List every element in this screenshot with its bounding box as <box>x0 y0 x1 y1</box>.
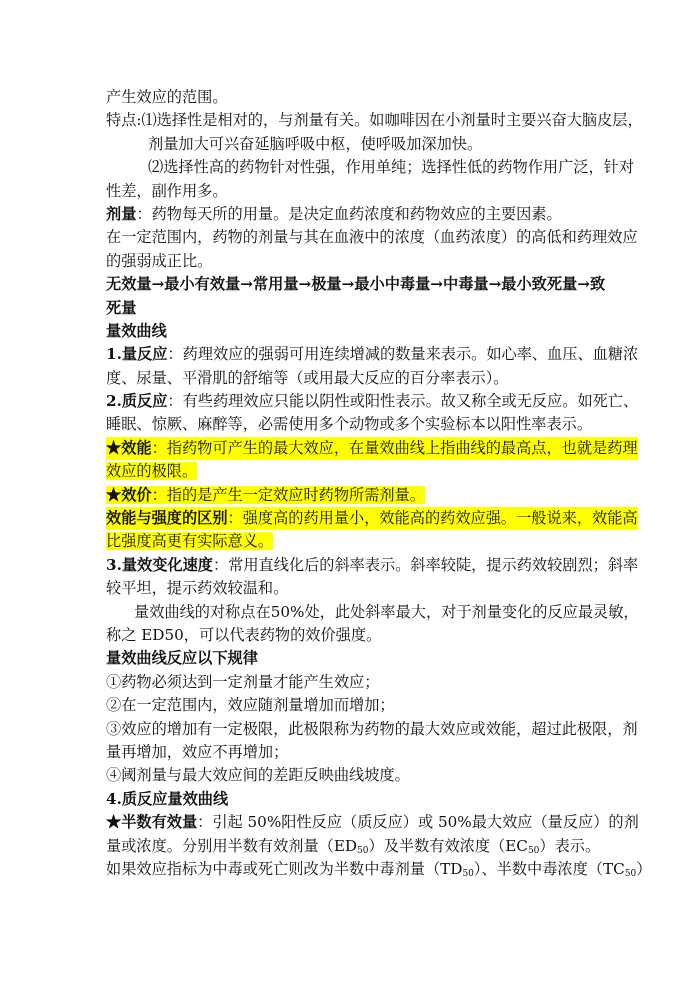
section-heading: 4.质反应量效曲线 <box>106 789 229 808</box>
dose-sequence: 无效量→最小有效量→常用量→极量→最小中毒量→中毒量→最小致死量→致 <box>106 275 606 294</box>
text-line <box>106 858 652 881</box>
text-line: 产生效应的范围。 <box>106 88 228 106</box>
term-text: 效应的极限。 <box>106 462 198 481</box>
text-line: 较平坦，提示药效较温和。 <box>106 579 289 598</box>
text-line <box>106 554 639 577</box>
subscript: 50 <box>462 868 474 879</box>
term-label: 1.量反应 <box>106 345 168 364</box>
section-heading: 量效曲线反应以下规律 <box>106 649 258 668</box>
text-line <box>106 203 598 226</box>
highlighted-line <box>106 460 598 483</box>
dose-sequence-cont: 死量 <box>106 298 137 317</box>
term-text: ：药理效应的强弱可用连续增减的数量来表示。如心率、血压、血糖浓 <box>167 345 639 364</box>
term-label: ★效价 <box>106 485 152 504</box>
list-item: ②在一定范围内，效应随剂量增加而增加； <box>106 696 395 715</box>
text-span: ）表示。 <box>539 836 601 855</box>
text-line: 剂量加大可兴奋延脑呼吸中枢，使呼吸加深加快。 <box>148 134 483 153</box>
term-text: ：强度高的药用量小，效能高的药效应强。一般说来，效能高 <box>227 509 638 528</box>
text-span: 量或浓度。分别用半数有效剂量（ED <box>106 836 358 855</box>
text-span: ）、半数中毒浓度（TC <box>473 859 625 878</box>
section-heading: 量效曲线 <box>106 321 167 340</box>
subscript: 50 <box>357 845 369 856</box>
list-item: ①药物必须达到一定剂量才能产生效应； <box>106 672 380 691</box>
text-span: ） <box>636 859 652 878</box>
term-label: 剂量 <box>106 204 137 223</box>
text-line: 度、尿量、平滑肌的舒缩等（或用最大反应的百分率表示）。 <box>106 368 509 387</box>
term-text: ：常用直线化后的斜率表示。斜率较陡，提示药效较剧烈；斜率 <box>212 555 639 574</box>
term-text: 比强度高更有实际意义。 <box>106 532 274 551</box>
list-item-cont: 量再增加，效应不再增加； <box>106 742 289 761</box>
highlighted-line <box>106 507 638 530</box>
term-label: ★效能 <box>106 438 152 457</box>
highlighted-line <box>106 437 638 460</box>
text-line <box>106 811 639 834</box>
highlighted-line <box>106 530 598 553</box>
text-line <box>106 390 639 413</box>
text-line: 的强弱成正比。 <box>106 251 213 270</box>
term-label: 2.质反应 <box>106 392 168 411</box>
term-text: ：指的是产生一定效应时药物所需剂量。 <box>151 485 425 504</box>
text-line <box>106 343 639 366</box>
list-item: ③效应的增加有一定极限，此极限称为药物的最大效应或效能，超过此极限，剂 <box>106 719 638 738</box>
term-label: 3.量效变化速度 <box>106 555 213 574</box>
text-line: 称之 ED50，可以代表药物的效价强度。 <box>106 625 382 644</box>
term-label: 效能与强度的区别 <box>106 509 228 528</box>
list-item: ④阈剂量与最大效应间的差距反映曲线坡度。 <box>106 766 410 785</box>
term-text: ：有些药理效应只能以阴性或阳性表示。故又称全或无反应。如死亡、 <box>167 392 639 411</box>
text-line: 睡眠、惊厥、麻醉等，必需使用多个动物或多个实验标本以阳性率表示。 <box>106 415 592 434</box>
highlighted-line <box>106 484 598 507</box>
text-span: 如果效应指标为中毒或死亡则改为半数中毒剂量（TD <box>106 859 463 878</box>
text-line: 特点:⑴选择性是相对的，与剂量有关。如咖啡因在小剂量时主要兴奋大脑皮层， <box>106 111 643 130</box>
text-line: 量效曲线的对称点在50%处，此处斜率最大，对于剂量变化的反应最灵敏， <box>134 602 639 621</box>
document-page <box>106 86 652 881</box>
text-line <box>106 835 601 858</box>
term-text: ：药物每天所的用量。是决定血药浓度和药物效应的主要因素。 <box>136 204 562 223</box>
text-span: ）及半数有效浓度（EC <box>368 836 528 855</box>
text-line: 在一定范围内，药物的剂量与其在血液中的浓度（血药浓度）的高低和药理效应 <box>106 228 638 247</box>
term-text: ：指药物可产生的最大效应，在量效曲线上指曲线的最高点，也就是药理 <box>151 438 638 457</box>
text-line: 性差，副作用多。 <box>106 181 228 200</box>
subscript: 50 <box>527 845 540 856</box>
subscript: 50 <box>624 868 637 879</box>
text-line: ⑵选择性高的药物针对性强，作用单纯；选择性低的药物作用广泛，针对 <box>148 158 634 177</box>
term-label: ★半数有效量 <box>106 813 198 832</box>
term-text: ：引起 50%阳性反应（质反应）或 50%最大效应（量反应）的剂 <box>197 813 639 832</box>
